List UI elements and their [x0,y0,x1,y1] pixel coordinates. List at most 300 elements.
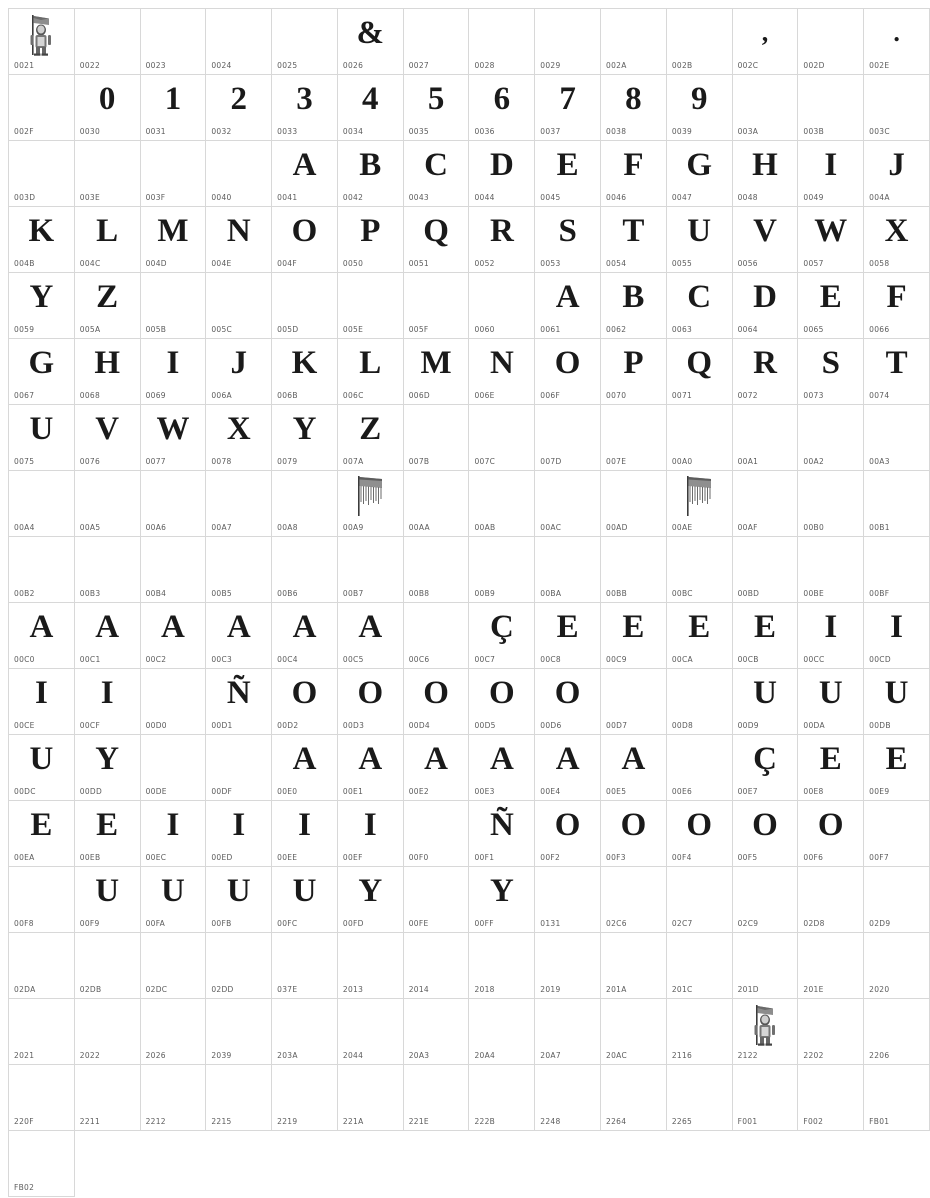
glyph-cell[interactable] [864,1065,930,1131]
glyph-character: T [622,213,645,249]
glyph-cell[interactable] [601,207,667,273]
glyph-cell[interactable] [74,933,140,999]
glyph-cell[interactable] [272,669,338,735]
glyph-cell[interactable] [206,537,272,603]
glyph-cell[interactable] [9,603,75,669]
glyph-unicode-label: 201C [671,985,693,994]
glyph-cell[interactable] [9,867,75,933]
glyph-cell[interactable] [74,339,140,405]
glyph-cell[interactable] [403,75,469,141]
glyph-cell[interactable] [140,801,206,867]
glyph-cell[interactable] [601,471,667,537]
glyph-cell[interactable] [206,933,272,999]
glyph-cell[interactable] [9,999,75,1065]
glyph-cell[interactable] [864,471,930,537]
glyph-cell[interactable] [666,801,732,867]
glyph-cell[interactable] [864,999,930,1065]
glyph-cell[interactable] [535,999,601,1065]
glyph-cell[interactable] [337,603,403,669]
glyph-cell[interactable] [140,207,206,273]
glyph-unicode-label: 005B [145,325,167,334]
glyph-character: E [96,807,119,843]
glyph-cell[interactable] [74,1065,140,1131]
glyph-cell[interactable] [601,801,667,867]
glyph-character [733,77,798,121]
glyph-cell[interactable] [798,999,864,1065]
glyph-cell[interactable] [601,735,667,801]
glyph-cell[interactable] [864,801,930,867]
glyph-cell[interactable] [403,867,469,933]
glyph-cell[interactable] [337,867,403,933]
glyph-cell[interactable] [272,339,338,405]
glyph-cell[interactable] [272,405,338,471]
glyph-cell[interactable] [864,273,930,339]
glyph-cell[interactable] [206,405,272,471]
glyph-cell[interactable] [74,9,140,75]
glyph-cell[interactable] [732,339,798,405]
glyph-cell[interactable] [798,471,864,537]
glyph-cell[interactable] [337,471,403,537]
glyph-cell[interactable] [206,75,272,141]
glyph-cell[interactable] [732,75,798,141]
glyph-cell[interactable] [206,141,272,207]
glyph-cell[interactable] [798,75,864,141]
glyph-unicode-label: 004D [145,259,167,268]
glyph-cell[interactable] [337,999,403,1065]
glyph-cell[interactable] [601,75,667,141]
glyph-cell[interactable] [74,669,140,735]
glyph-cell[interactable] [337,801,403,867]
glyph-cell[interactable] [272,537,338,603]
glyph-cell[interactable] [469,9,535,75]
glyph-cell[interactable] [403,471,469,537]
glyph-cell[interactable] [535,801,601,867]
glyph-cell[interactable] [74,537,140,603]
glyph-unicode-label: 0025 [277,61,298,70]
glyph-cell[interactable] [403,273,469,339]
glyph-cell-inner [798,471,863,536]
glyph-cell[interactable] [535,273,601,339]
glyph-cell[interactable] [864,537,930,603]
glyph-cell-inner [206,669,271,734]
glyph-cell[interactable] [535,735,601,801]
glyph-cell[interactable] [469,273,535,339]
glyph-cell[interactable] [272,1065,338,1131]
glyph-cell-inner [404,603,469,668]
glyph-cell[interactable] [272,75,338,141]
glyph-cell[interactable] [864,669,930,735]
glyph-cell[interactable] [272,603,338,669]
glyph-cell[interactable] [798,801,864,867]
glyph-cell[interactable] [601,273,667,339]
glyph-cell-inner [9,9,74,74]
glyph-cell[interactable] [9,1131,75,1197]
glyph-cell[interactable] [535,141,601,207]
glyph-cell[interactable] [732,471,798,537]
glyph-cell[interactable] [732,669,798,735]
glyph-cell[interactable] [601,141,667,207]
glyph-cell[interactable] [535,537,601,603]
glyph-cell[interactable] [798,1065,864,1131]
glyph-cell[interactable] [798,933,864,999]
glyph-cell[interactable] [469,603,535,669]
glyph-cell-inner [338,801,403,866]
glyph-cell[interactable] [403,9,469,75]
glyph-cell[interactable] [601,867,667,933]
glyph-cell[interactable] [601,933,667,999]
glyph-cell[interactable] [140,669,206,735]
glyph-cell[interactable] [9,1065,75,1131]
glyph-cell[interactable] [535,75,601,141]
glyph-cell[interactable] [732,141,798,207]
glyph-cell[interactable] [469,207,535,273]
glyph-cell[interactable] [666,735,732,801]
glyph-cell[interactable] [140,339,206,405]
glyph-cell[interactable] [74,273,140,339]
glyph-cell[interactable] [140,405,206,471]
glyph-cell[interactable] [9,207,75,273]
glyph-cell[interactable] [864,9,930,75]
glyph-cell[interactable] [9,471,75,537]
glyph-cell[interactable] [469,75,535,141]
glyph-cell[interactable] [798,735,864,801]
glyph-cell[interactable] [9,933,75,999]
glyph-cell[interactable] [666,75,732,141]
glyph-cell[interactable] [666,471,732,537]
glyph-cell[interactable] [601,999,667,1065]
glyph-cell[interactable] [9,273,75,339]
glyph-cell[interactable] [469,669,535,735]
glyph-cell[interactable] [535,207,601,273]
glyph-cell[interactable] [337,735,403,801]
glyph-cell-inner [601,1065,666,1130]
glyph-cell[interactable] [732,537,798,603]
glyph-unicode-label: 00E7 [737,787,758,796]
glyph-cell[interactable] [798,603,864,669]
glyph-unicode-label: 007C [474,457,496,466]
glyph-unicode-label: 00D6 [540,721,562,730]
glyph-cell[interactable] [666,9,732,75]
glyph-cell[interactable] [666,273,732,339]
glyph-cell[interactable] [403,207,469,273]
glyph-cell[interactable] [469,405,535,471]
glyph-character: M [157,213,189,249]
glyph-unicode-label: 02D9 [869,919,891,928]
glyph-cell-inner [601,405,666,470]
glyph-unicode-label: 0044 [474,193,495,202]
glyph-cell[interactable] [666,603,732,669]
glyph-cell[interactable] [337,273,403,339]
glyph-cell[interactable] [74,867,140,933]
glyph-cell[interactable] [337,141,403,207]
glyph-cell[interactable] [535,933,601,999]
glyph-cell[interactable] [140,933,206,999]
glyph-character [864,1067,929,1111]
glyph-cell[interactable] [74,471,140,537]
glyph-cell[interactable] [74,999,140,1065]
glyph-cell[interactable] [666,141,732,207]
glyph-cell-inner [338,669,403,734]
glyph-cell[interactable] [206,9,272,75]
glyph-cell[interactable] [74,405,140,471]
glyph-cell[interactable] [140,471,206,537]
glyph-cell[interactable] [864,339,930,405]
glyph-cell[interactable] [535,339,601,405]
glyph-cell[interactable] [140,999,206,1065]
glyph-cell[interactable] [272,9,338,75]
glyph-character [667,935,732,979]
glyph-cell[interactable] [140,867,206,933]
glyph-cell[interactable] [798,207,864,273]
glyph-cell[interactable] [666,405,732,471]
glyph-cell[interactable] [535,669,601,735]
glyph-cell[interactable] [666,1065,732,1131]
glyph-cell[interactable] [74,735,140,801]
glyph-cell[interactable] [9,141,75,207]
glyph-cell[interactable] [469,1065,535,1131]
glyph-cell[interactable] [732,603,798,669]
glyph-cell-inner [9,867,74,932]
glyph-cell[interactable] [469,801,535,867]
glyph-cell[interactable] [403,933,469,999]
glyph-cell[interactable] [732,1065,798,1131]
glyph-cell[interactable] [403,405,469,471]
glyph-unicode-label: 0067 [14,391,35,400]
glyph-cell[interactable] [140,75,206,141]
glyph-cell[interactable] [74,801,140,867]
glyph-cell[interactable] [140,9,206,75]
glyph-cell-inner [9,1065,74,1130]
glyph-cell[interactable] [732,735,798,801]
glyph-cell[interactable] [9,801,75,867]
glyph-cell[interactable] [206,801,272,867]
glyph-cell[interactable] [666,207,732,273]
glyph-cell[interactable] [732,9,798,75]
glyph-cell[interactable] [206,207,272,273]
glyph-unicode-label: 2014 [408,985,429,994]
glyph-cell[interactable] [403,141,469,207]
glyph-cell-inner [667,273,732,338]
glyph-cell[interactable] [74,75,140,141]
glyph-cell[interactable] [732,801,798,867]
glyph-cell[interactable] [535,603,601,669]
glyph-character: O [357,675,384,711]
glyph-cell[interactable] [666,867,732,933]
glyph-cell[interactable] [337,537,403,603]
glyph-cell[interactable] [535,9,601,75]
glyph-character: Ç [489,609,514,645]
glyph-cell[interactable] [272,801,338,867]
glyph-cell[interactable] [337,75,403,141]
glyph-cell[interactable] [469,933,535,999]
glyph-character [141,935,206,979]
glyph-cell[interactable] [864,141,930,207]
glyph-cell[interactable] [272,933,338,999]
glyph-cell[interactable] [535,867,601,933]
glyph-cell[interactable] [798,405,864,471]
glyph-character [798,77,863,121]
glyph-cell[interactable] [140,1065,206,1131]
glyph-cell[interactable] [206,273,272,339]
glyph-cell[interactable] [206,603,272,669]
glyph-cell[interactable] [666,669,732,735]
glyph-cell[interactable] [469,867,535,933]
glyph-cell[interactable] [535,405,601,471]
glyph-cell[interactable] [732,207,798,273]
glyph-cell[interactable] [469,471,535,537]
glyph-cell[interactable] [74,141,140,207]
glyph-cell[interactable] [732,999,798,1065]
glyph-cell[interactable] [272,207,338,273]
glyph-cell[interactable] [864,933,930,999]
glyph-cell[interactable] [732,867,798,933]
glyph-cell-inner [404,867,469,932]
glyph-cell[interactable] [403,1065,469,1131]
glyph-cell[interactable] [732,273,798,339]
glyph-cell[interactable] [140,603,206,669]
glyph-character [404,275,469,319]
glyph-cell[interactable] [206,999,272,1065]
glyph-cell[interactable] [798,273,864,339]
glyph-cell[interactable] [864,405,930,471]
glyph-cell[interactable] [601,9,667,75]
glyph-cell[interactable] [601,537,667,603]
glyph-cell[interactable] [798,867,864,933]
glyph-cell[interactable] [666,537,732,603]
glyph-cell[interactable] [666,999,732,1065]
glyph-cell[interactable] [9,735,75,801]
glyph-cell[interactable] [206,1065,272,1131]
glyph-cell[interactable] [140,735,206,801]
glyph-cell[interactable] [535,471,601,537]
glyph-cell[interactable] [469,735,535,801]
glyph-unicode-label: F002 [803,1117,824,1126]
glyph-unicode-label: 00BB [606,589,628,598]
glyph-cell[interactable] [666,933,732,999]
glyph-cell[interactable] [601,405,667,471]
glyph-cell[interactable] [140,141,206,207]
glyph-cell[interactable] [272,471,338,537]
glyph-cell[interactable] [601,603,667,669]
glyph-cell[interactable] [403,801,469,867]
glyph-cell[interactable] [403,603,469,669]
glyph-cell[interactable] [798,339,864,405]
glyph-cell[interactable] [9,669,75,735]
glyph-cell[interactable] [798,669,864,735]
glyph-map-row [9,141,930,207]
glyph-cell[interactable] [732,933,798,999]
glyph-cell-inner [141,735,206,800]
glyph-cell[interactable] [403,537,469,603]
glyph-cell[interactable] [798,9,864,75]
glyph-cell[interactable] [864,867,930,933]
glyph-cell[interactable] [601,339,667,405]
glyph-cell[interactable] [9,9,75,75]
glyph-cell[interactable] [9,339,75,405]
glyph-map-row [9,933,930,999]
glyph-cell[interactable] [864,207,930,273]
glyph-cell[interactable] [403,735,469,801]
glyph-character [798,407,863,451]
glyph-cell[interactable] [140,273,206,339]
glyph-cell[interactable] [272,999,338,1065]
glyph-cell-inner [601,207,666,272]
glyph-cell[interactable] [206,735,272,801]
glyph-cell[interactable] [864,75,930,141]
glyph-character [75,539,140,583]
glyph-cell[interactable] [798,537,864,603]
glyph-cell[interactable] [272,735,338,801]
glyph-character: E [30,807,53,843]
glyph-character [404,1001,469,1045]
glyph-character [535,473,600,517]
glyph-cell[interactable] [272,867,338,933]
glyph-cell[interactable] [337,339,403,405]
glyph-cell[interactable] [337,1065,403,1131]
glyph-cell[interactable] [337,669,403,735]
glyph-cell[interactable] [337,933,403,999]
glyph-cell[interactable] [403,669,469,735]
glyph-cell[interactable] [337,207,403,273]
glyph-cell[interactable] [864,603,930,669]
glyph-cell[interactable] [337,405,403,471]
glyph-cell[interactable] [9,75,75,141]
glyph-character [733,935,798,979]
glyph-cell[interactable] [206,471,272,537]
glyph-cell[interactable] [9,405,75,471]
glyph-cell[interactable] [469,141,535,207]
glyph-character: A [489,741,514,777]
glyph-cell[interactable] [272,141,338,207]
glyph-cell[interactable] [798,141,864,207]
glyph-character [733,539,798,583]
glyph-cell[interactable] [206,339,272,405]
glyph-cell[interactable] [206,669,272,735]
glyph-cell[interactable] [535,1065,601,1131]
glyph-cell[interactable] [666,339,732,405]
glyph-cell[interactable] [732,405,798,471]
glyph-cell[interactable] [74,207,140,273]
glyph-cell[interactable] [864,735,930,801]
glyph-cell[interactable] [469,537,535,603]
glyph-cell[interactable] [206,867,272,933]
glyph-unicode-label: 00EA [14,853,35,862]
glyph-cell-inner [141,471,206,536]
glyph-cell-inner [864,801,929,866]
glyph-unicode-label: 00D9 [737,721,759,730]
glyph-cell-inner [601,537,666,602]
glyph-cell-inner [75,537,140,602]
glyph-cell[interactable] [469,339,535,405]
glyph-cell[interactable] [9,537,75,603]
glyph-cell[interactable] [337,9,403,75]
glyph-unicode-label: 00B1 [869,523,890,532]
glyph-cell[interactable] [601,669,667,735]
glyph-cell[interactable] [74,603,140,669]
glyph-unicode-label: 00F9 [79,919,100,928]
glyph-map-row [9,75,930,141]
glyph-cell[interactable] [403,339,469,405]
glyph-cell[interactable] [403,999,469,1065]
glyph-cell[interactable] [469,999,535,1065]
glyph-unicode-label: 00CA [671,655,693,664]
glyph-cell-inner [9,405,74,470]
glyph-unicode-label: 002C [737,61,759,70]
glyph-cell[interactable] [272,273,338,339]
glyph-cell[interactable] [601,1065,667,1131]
glyph-cell[interactable] [140,537,206,603]
glyph-unicode-label: 00FA [145,919,166,928]
